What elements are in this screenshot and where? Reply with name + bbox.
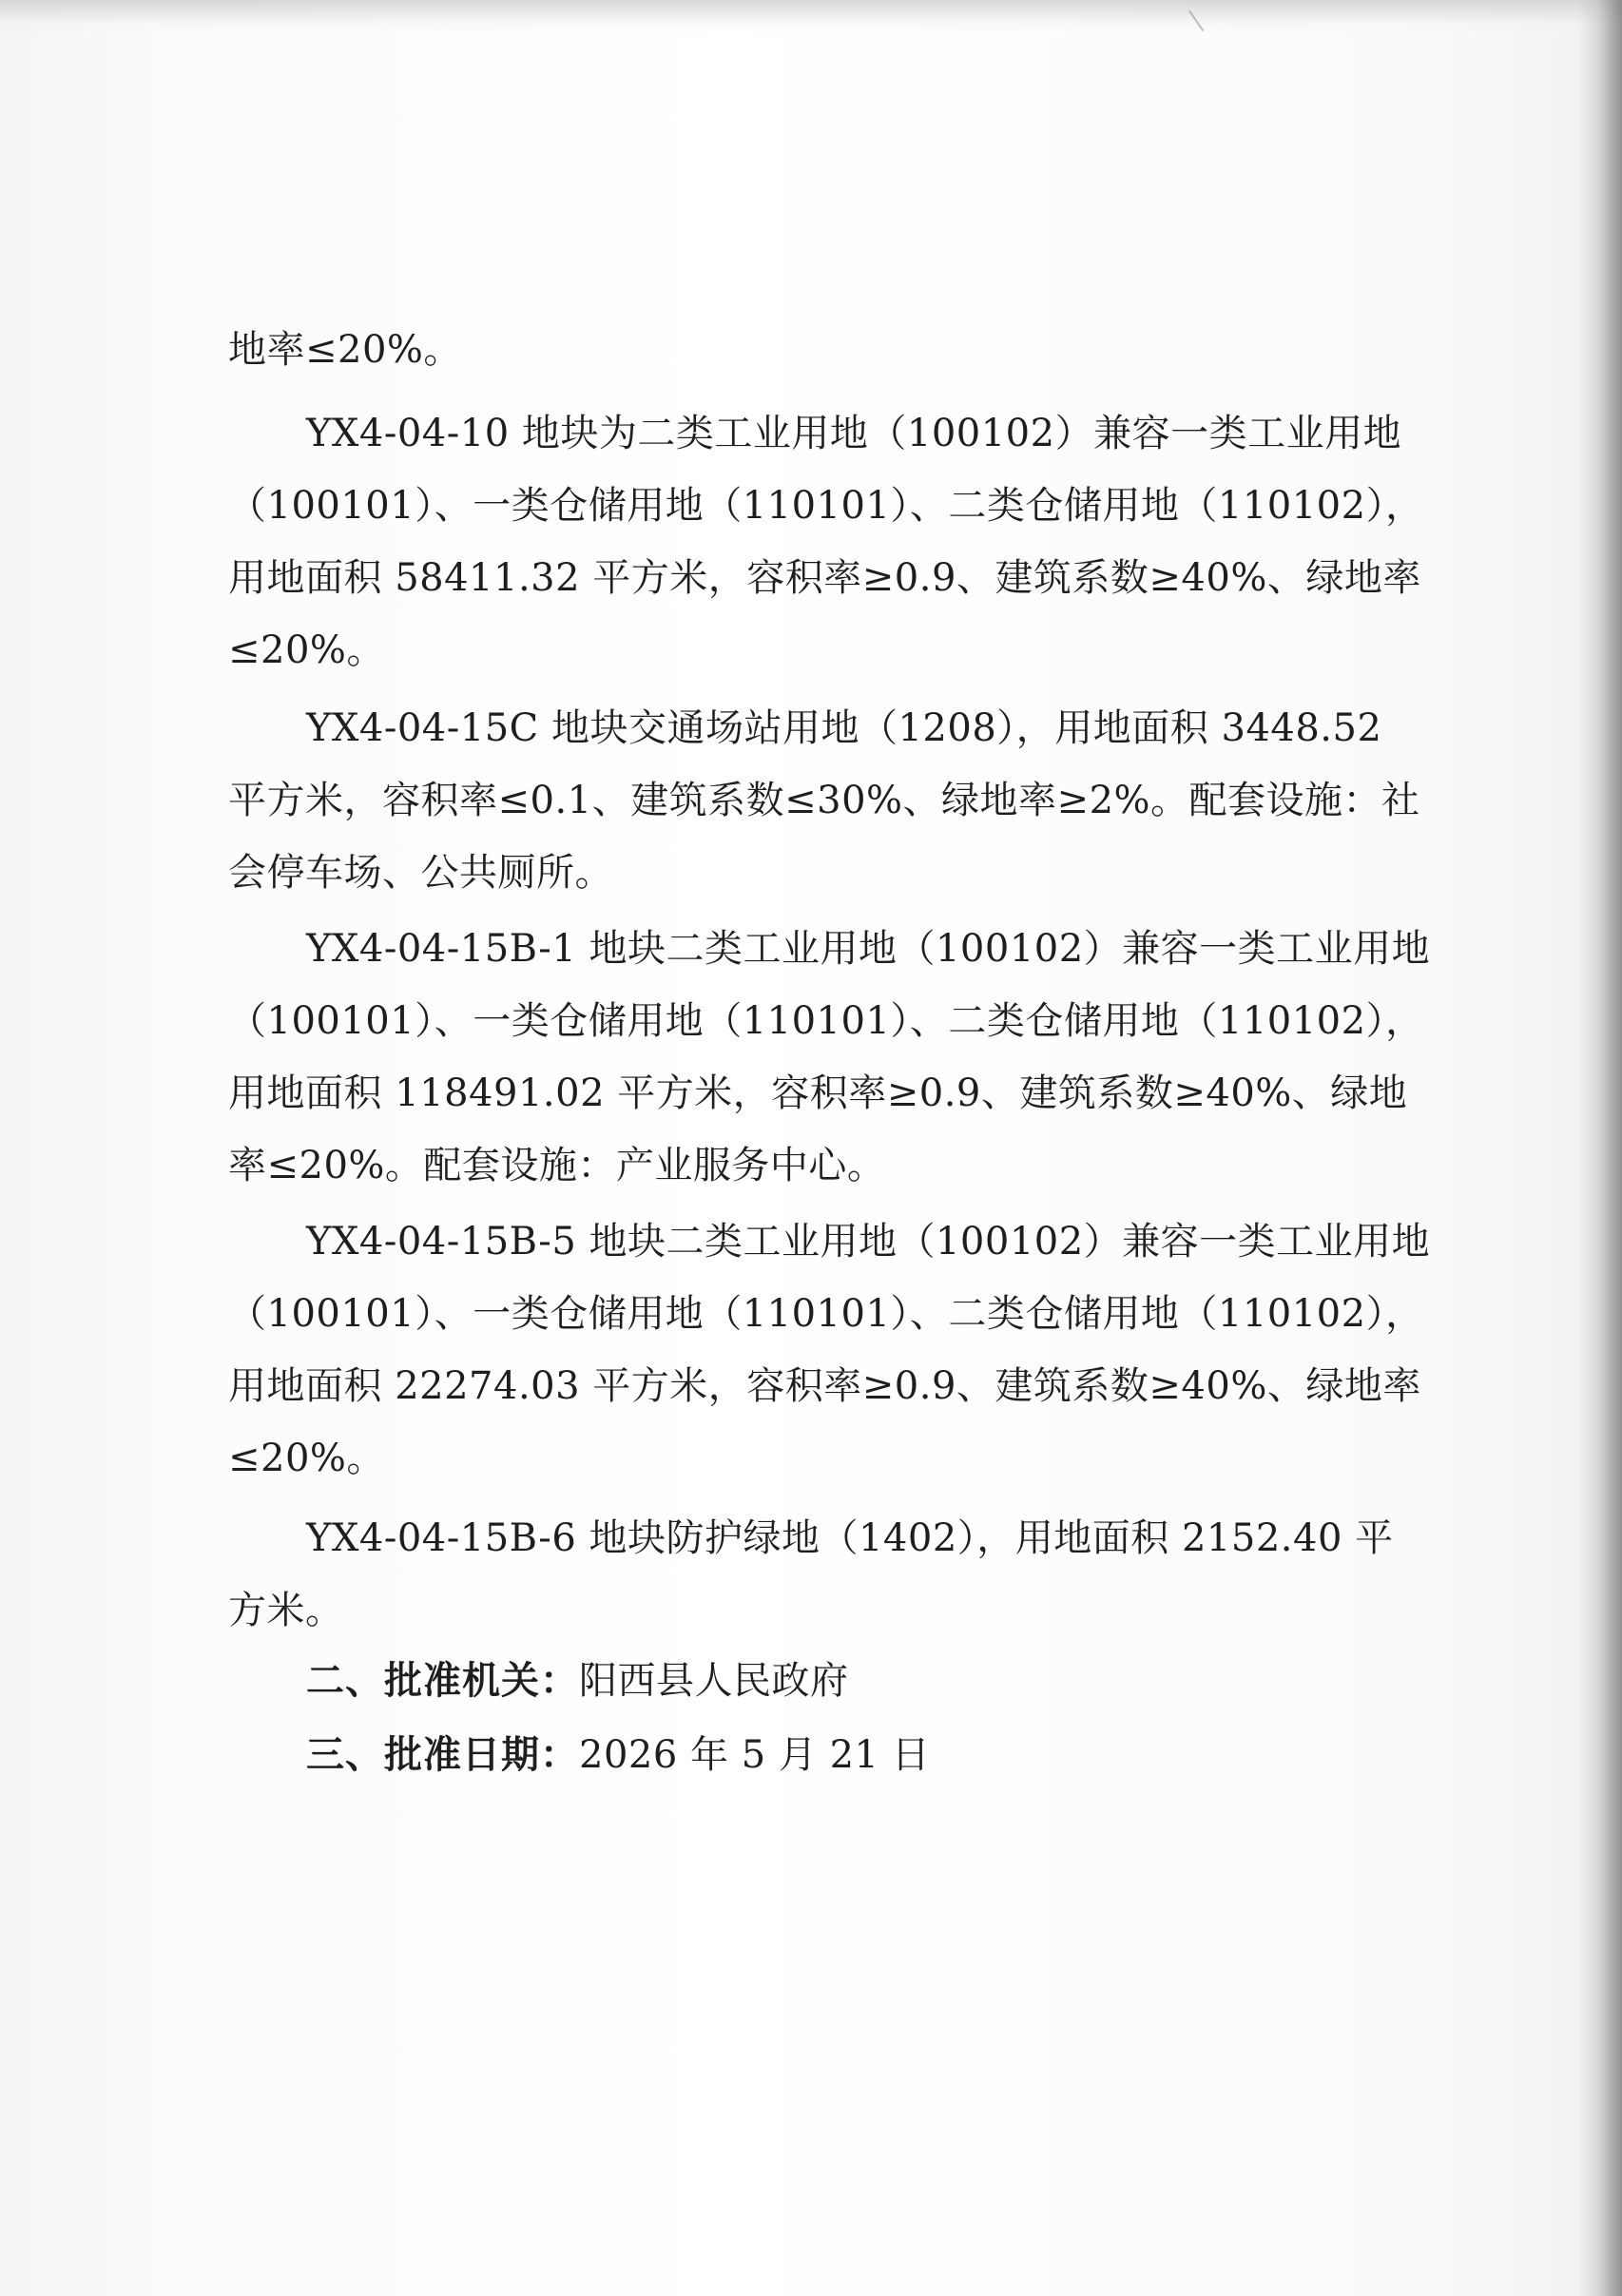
paragraph-yx4-04-15c: YX4-04-15C 地块交通场站用地（1208），用地面积 3448.52 平方米，容积率≤0.1、建筑系数≤30%、绿地率≥2%。配套设施：社会停车场、公共厕所。 [228,706,1420,895]
paragraph-yx4-04-10: YX4-04-10 地块为二类工业用地（100102）兼容一类工业用地（100101）、一类仓储用地（110101）、二类仓储用地（110102），用地面积 58411.32 平方米，容积率≥0.9、建筑系数≥40%、绿地率≤20%。 [228,412,1424,672]
paragraph-yx4-04-15b-1: YX4-04-15B-1 地块二类工业用地（100102）兼容一类工业用地（100101）、一类仓储用地（110101）、二类仓储用地（110102），用地面积 118491.02 平方米，容积率≥0.9、建筑系数≥40%、绿地率≤20%。配套设施：产业服务中心。 [228,927,1431,1187]
approval-authority-line [228,1645,1431,1717]
approval-date-label: 三、批准日期： [306,1733,579,1777]
approval-date-value: 2026 年 5 月 21 日 [579,1733,931,1777]
paragraph-yx4-04-15b-6: YX4-04-15B-6 地块防护绿地（1402），用地面积 2152.40 平方米。 [228,1516,1394,1632]
approval-authority-value: 阳西县人民政府 [579,1659,849,1703]
approval-date-line [228,1719,1431,1791]
paragraph-yx4-04-15b-5: YX4-04-15B-5 地块二类工业用地（100102）兼容一类工业用地（100101）、一类仓储用地（110101）、二类仓储用地（110102），用地面积 22274.03 平方米，容积率≥0.9、建筑系数≥40%、绿地率≤20%。 [228,1220,1431,1480]
approval-authority-label: 二、批准机关： [306,1659,579,1703]
paragraph-continuation: 地率≤20%。 [228,328,462,372]
